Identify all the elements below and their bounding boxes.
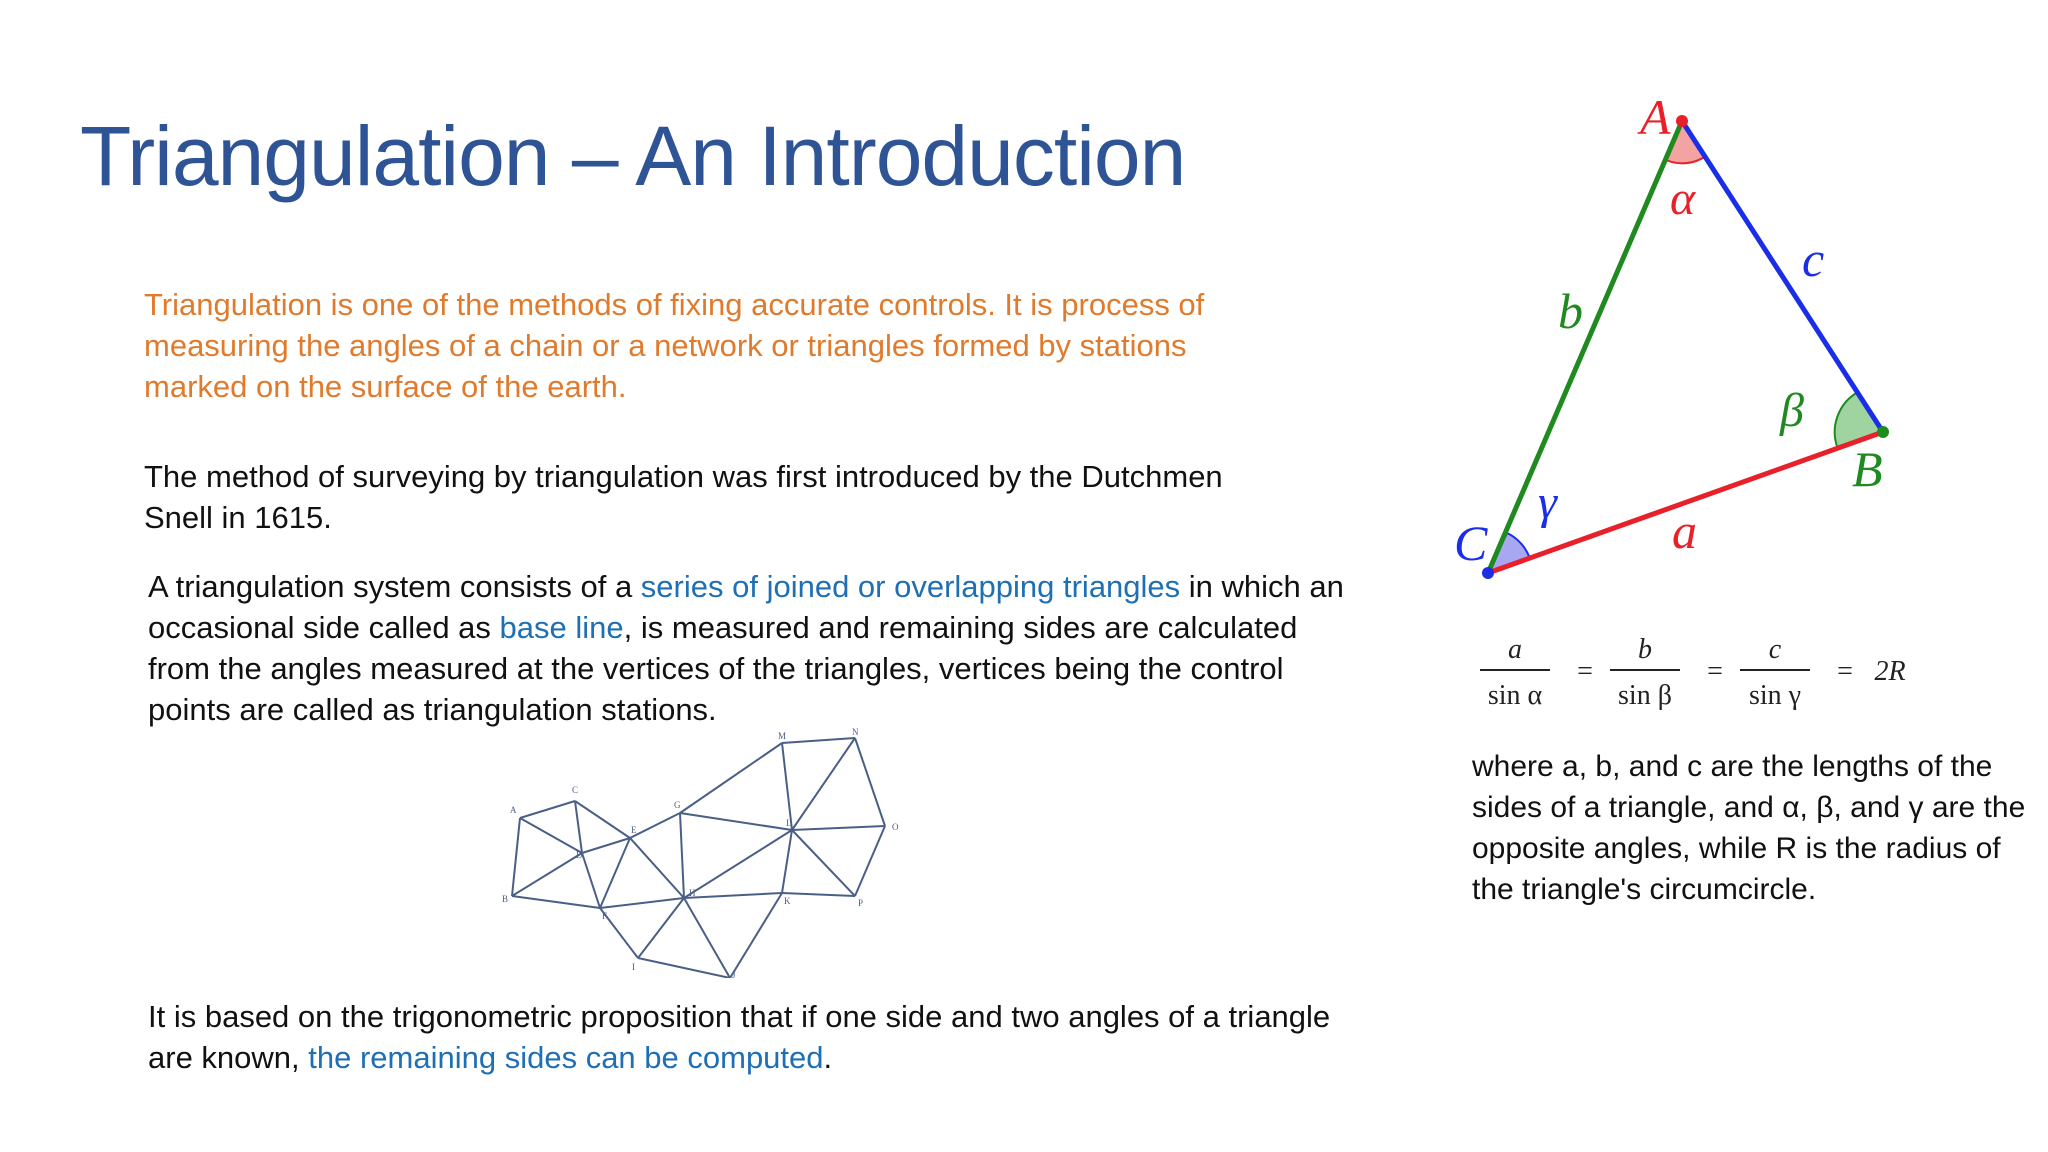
history-paragraph: The method of surveying by triangulation was first introduced by the Dutchmen Snell in 1615.	[144, 459, 1223, 535]
vertex-a-label: A	[1640, 89, 1671, 145]
side-c-label: c	[1802, 231, 1825, 287]
network-label: F	[602, 911, 608, 921]
network-label: D	[576, 850, 583, 860]
network-label: A	[510, 805, 517, 815]
network-label: C	[572, 785, 579, 795]
numerator-a: a	[1508, 634, 1522, 665]
two-r-term: 2R	[1874, 656, 1906, 687]
formula-explanation: where a, b, and c are the lengths of the sides of a triangle, and α, β, and γ are the opposite angles, while R is the radius of the triangle's circumcircle.	[1472, 750, 2026, 906]
side-a-label: a	[1672, 503, 1697, 559]
vertex-c-label: C	[1454, 515, 1488, 571]
base-line-link[interactable]: base line	[499, 610, 624, 645]
side-b-line	[1488, 121, 1682, 573]
denominator-sin-beta: sin β	[1618, 680, 1672, 711]
law-of-sines-formula	[1470, 618, 1940, 718]
triangle-diagram	[1440, 86, 1920, 596]
trig-text-2: .	[823, 1040, 833, 1075]
side-b-label: b	[1558, 283, 1583, 339]
numerator-b: b	[1638, 634, 1652, 665]
trig-paragraph	[148, 996, 1348, 1078]
alpha-label: α	[1670, 172, 1696, 225]
network-label: K	[784, 896, 791, 906]
network-label: B	[502, 894, 509, 904]
network-edges	[512, 738, 885, 978]
system-text-3: , is measured and remaining sides are calculated from the angles measured at the vertices of the triangles, vertices being the control points are called as triangulation stations.	[148, 610, 1298, 727]
vertex-a-dot	[1676, 115, 1688, 127]
trig-text-1: It is based on the trigonometric proposition that if one side and two angles of a triangle are known,	[148, 999, 1331, 1075]
system-text-1: A triangulation system consists of a	[148, 569, 641, 604]
denominator-sin-alpha: sin α	[1487, 680, 1543, 711]
vertex-b-dot	[1877, 426, 1889, 438]
vertex-b-label: B	[1852, 441, 1883, 497]
network-label: H	[689, 888, 696, 898]
intro-paragraph: Triangulation is one of the methods of fixing accurate controls. It is process of measuring the angles of a chain or a network or triangles formed by stations marked on the surface of the earth.	[144, 287, 1205, 404]
network-label: G	[674, 800, 681, 810]
numerator-c: c	[1768, 634, 1782, 665]
overlapping-triangles-link[interactable]: series of joined or overlapping triangles	[640, 569, 1181, 604]
system-paragraph	[148, 566, 1348, 730]
network-label: M	[778, 731, 787, 741]
gamma-label: γ	[1538, 476, 1557, 529]
beta-label: β	[1780, 384, 1804, 437]
network-label: J	[732, 970, 736, 978]
triangulation-network-figure	[500, 728, 910, 978]
remaining-sides-link[interactable]: the remaining sides can be computed	[308, 1040, 824, 1075]
network-label: E	[631, 825, 637, 835]
equals-sign: =	[1707, 656, 1723, 687]
slide-title: Triangulation – An Introduction	[80, 109, 1186, 203]
network-label: O	[892, 822, 899, 832]
denominator-sin-gamma: sin γ	[1748, 680, 1802, 711]
network-label: I	[632, 962, 635, 972]
equals-sign: =	[1577, 656, 1593, 687]
network-label: L	[786, 818, 792, 828]
equals-sign: =	[1837, 656, 1853, 687]
network-label: N	[852, 728, 859, 737]
system-text-2: in which an occasional side called as	[148, 569, 1344, 645]
network-label: P	[858, 898, 864, 908]
